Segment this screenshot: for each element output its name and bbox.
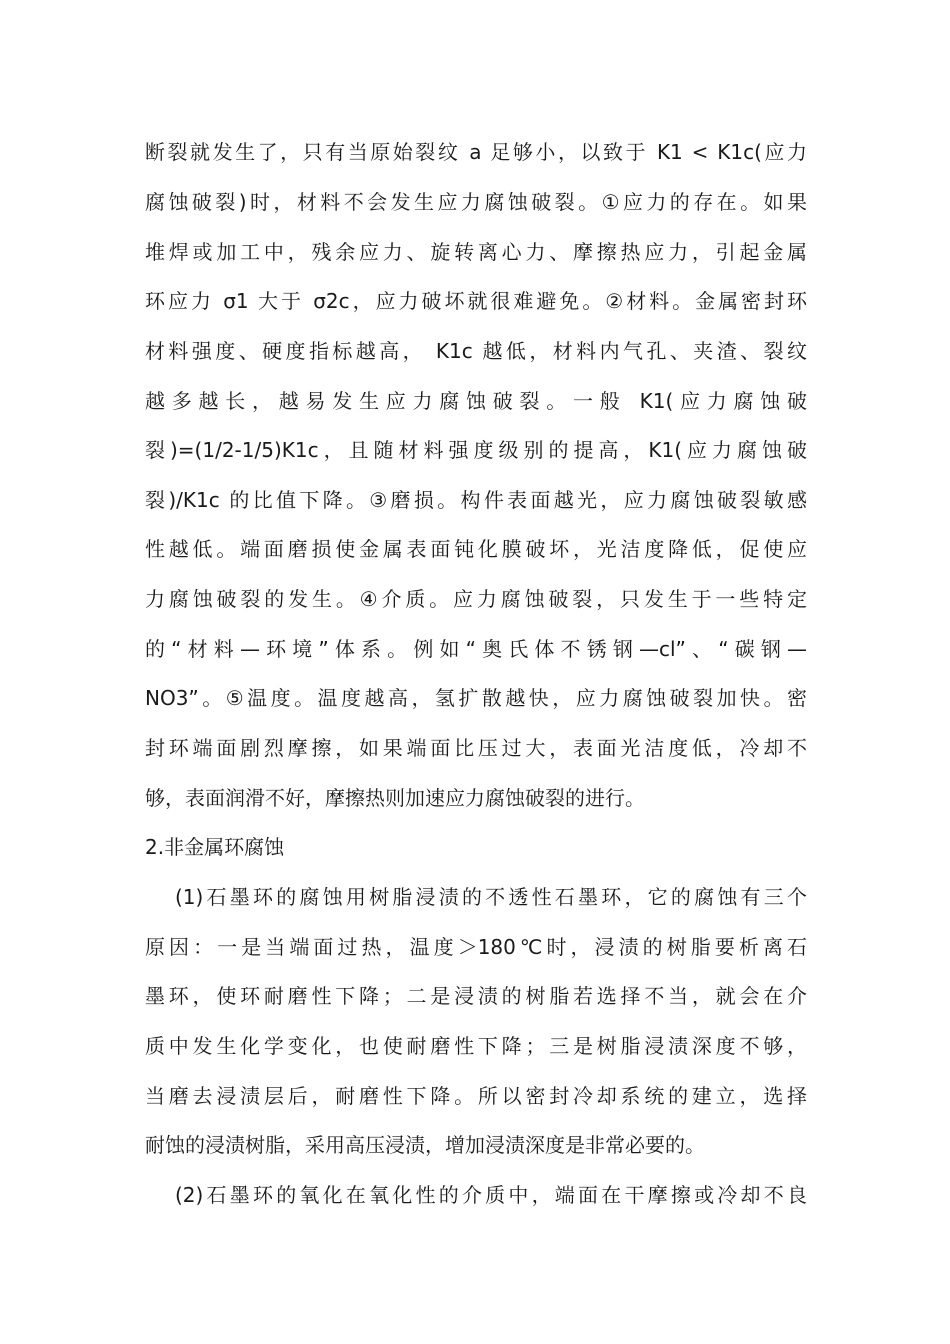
section-heading: 2.非金属环腐蚀 (145, 835, 285, 859)
text-line: 质中发生化学变化，也使耐磨性下降；三是树脂浸渍深度不够， (145, 1034, 807, 1058)
text-line: 性越低。端面磨损使金属表面钝化膜破坏，光洁度降低，促使应 (145, 537, 807, 561)
text-line: (1)石墨环的腐蚀用树脂浸渍的不透性石墨环，它的腐蚀有三个 (175, 885, 807, 909)
text-line: 堆焊或加工中，残余应力、旋转离心力、摩擦热应力，引起金属 (145, 240, 807, 264)
text-line: 裂)=(1/2-1/5)K1c，且随材料强度级别的提高，K1(应力腐蚀破 (145, 438, 807, 462)
text-line: 越多越长，越易发生应力腐蚀破裂。一般 K1(应力腐蚀破 (145, 389, 807, 413)
text-line: (2)石墨环的氧化在氧化性的介质中，端面在干摩擦或冷却不良 (175, 1183, 807, 1207)
text-line: 墨环，使环耐磨性下降；二是浸渍的树脂若选择不当，就会在介 (145, 984, 807, 1008)
text-line: 的“材料—环境”体系。例如“奥氏体不锈钢—cl”、“碳钢— (145, 637, 807, 661)
text-line: 环应力 σ1 大于 σ2c，应力破坏就很难避免。②材料。金属密封环 (145, 289, 807, 313)
text-line: 裂)/K1c 的比值下降。③磨损。构件表面越光，应力腐蚀破裂敏感 (145, 488, 807, 512)
text-line: 够，表面润滑不好，摩擦热则加速应力腐蚀破裂的进行。 (145, 786, 645, 810)
text-line: 耐蚀的浸渍树脂，采用高压浸渍，增加浸渍深度是非常必要的。 (145, 1133, 705, 1157)
text-line: 腐蚀破裂)时，材料不会发生应力腐蚀破裂。①应力的存在。如果 (145, 190, 807, 214)
text-line: 当磨去浸渍层后，耐磨性下降。所以密封冷却系统的建立，选择 (145, 1084, 807, 1108)
text-line: 力腐蚀破裂的发生。④介质。应力腐蚀破裂，只发生于一些特定 (145, 587, 807, 611)
text-line: 封环端面剧烈摩擦，如果端面比压过大，表面光洁度低，冷却不 (145, 736, 807, 760)
text-line: 断裂就发生了，只有当原始裂纹 a 足够小，以致于 K1 < K1c(应力 (145, 140, 807, 164)
text-line: 原因：一是当端面过热，温度＞180℃时，浸渍的树脂要析离石 (145, 935, 807, 959)
text-line: NO3”。⑤温度。温度越高，氢扩散越快，应力腐蚀破裂加快。密 (145, 686, 807, 710)
text-line: 材料强度、硬度指标越高， K1c 越低，材料内气孔、夹渣、裂纹 (145, 339, 807, 363)
